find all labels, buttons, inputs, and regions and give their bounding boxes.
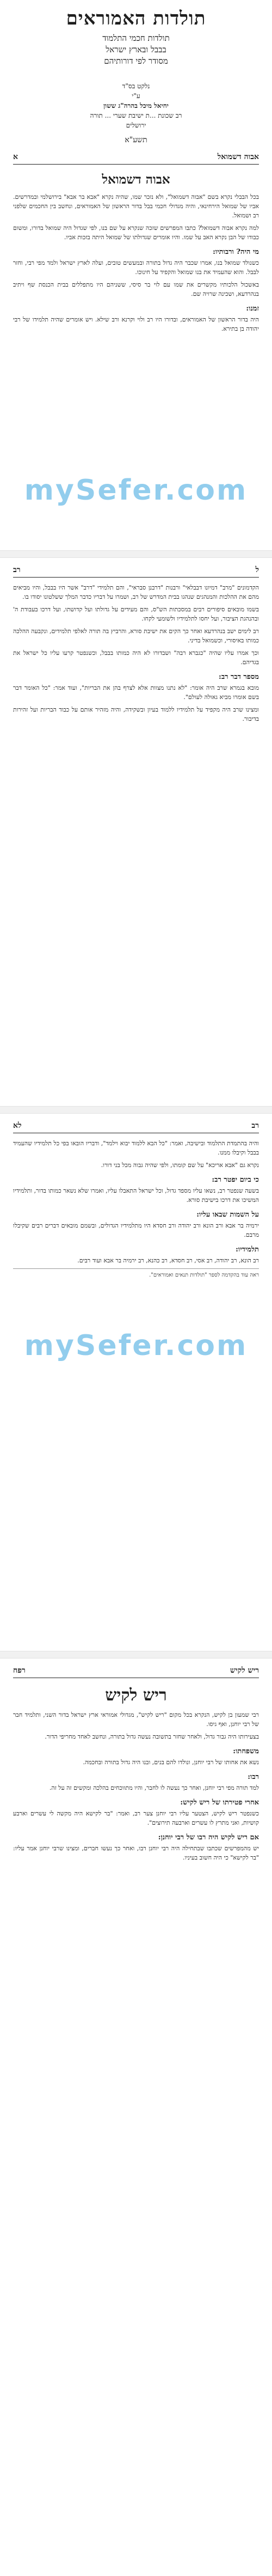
book-title: תולדות האמוראים bbox=[66, 8, 206, 29]
section-heading: כי ביום יפטר רב: bbox=[212, 1176, 259, 1184]
paragraph: למד תורה מפי רבי יוחנן, ואחר כך נעשה לו לחבר, והיו מתווכחים בהלכה ומקשים זה על זה. bbox=[49, 1784, 259, 1791]
section-heading: זמנו: bbox=[246, 305, 259, 313]
page-2 bbox=[0, 558, 272, 1103]
paragraph: בצעירותו היה גבור גדול, ולאחר שחזר בתשובה נעשה גדול בתורה, ונחשב לאחד מחריפי הדור. bbox=[45, 1733, 259, 1740]
running-header bbox=[13, 1664, 259, 1678]
page-number: לא bbox=[13, 1121, 22, 1130]
footnote: ראה עוד בהקדמה לספר "תולדות תנאים ואמוראים". bbox=[13, 1268, 259, 1279]
paragraph: כשנפטר ריש לקיש, הצטער עליו רבי יוחנן צער רב, ואמר: "בר לקישא היה מקשה לי עשרים וארבע קושיות, ואני מתרץ לו עשרים וארבעה תירוצים". bbox=[13, 1810, 259, 1826]
running-header bbox=[13, 563, 259, 578]
paragraph: מובא בגמרא שרב היה אומר: "לא נתנו מצוות אלא לצרף בהן את הבריות", ועוד אמר: "כל האומר דבר בשם אומרו מביא גאולה לעולם". bbox=[13, 684, 259, 701]
section-heading: מספר דבר רב: bbox=[219, 673, 259, 681]
paragraph: ומצינו שרב היה מקפיד על תלמידיו ללמוד בעיון ובשקידה, והיה מזהיר אותם על כבוד הבריות ועל זהירות בדיבור. bbox=[13, 706, 259, 722]
chapter-title: ריש לקיש bbox=[105, 1686, 167, 1705]
section-heading: מי היה? ורבותיו: bbox=[213, 248, 259, 256]
paragraph: נשא את אחותו של רבי יוחנן, ונולדו להם בנים, ובנו היה גדול בתורה ובחכמה. bbox=[83, 1759, 259, 1766]
paragraph: נקרא גם "אבא אריכא" על שם קומתו, ולפי שהיה גבוה מכל בני דורו. bbox=[101, 1162, 259, 1169]
paragraph: ירמיה בר אבא ורב הונא ורב יהודה ורב חסדא היו מתלמידיו הגדולים, ובשמם מובאים דברים רבים שקיבלו מרבם. bbox=[13, 1222, 259, 1238]
page-divider bbox=[0, 550, 272, 558]
book-subtitle-2: בבבל ובארץ ישראל bbox=[106, 45, 166, 54]
author-line-3: יחיאל מיכל בהרה"ג ששון bbox=[103, 102, 169, 110]
paragraph: רב לימים ישב בנהרדעא ואחר כך הקים את ישיבת סורא, והרביץ בה תורה לאלפי תלמידים, ונקבעה ההלכה כמותו באיסורי, וכשמואל בדיני. bbox=[13, 628, 259, 644]
page-divider bbox=[0, 1651, 272, 1658]
author-line-5: ירושלים bbox=[126, 121, 146, 129]
section-heading: על השמות שבאו עליו: bbox=[196, 1211, 259, 1219]
page-1 bbox=[0, 0, 272, 550]
author-line-1: נלקט בס"ד bbox=[122, 82, 150, 90]
paragraph: בשעה שנפטר רב, נשאו עליו מספד גדול, וכל ישראל התאבלו עליו, ואמרו שלא נשאר כמותו בדור, ותלמידיו המשיכו את דרכו בישיבת סורא. bbox=[13, 1187, 259, 1204]
paragraph: כשנולד שמואל בנו, אמרו שכבר היה גדול בתורה ובמעשים טובים, ועלה לארץ ישראל ולמד מפי רבי, וחזר לבבל. והוא שהעמיד את בנו שמואל והקפיד על חינוכו. bbox=[13, 259, 259, 276]
page-divider bbox=[0, 1106, 272, 1114]
section-heading: רבו: bbox=[248, 1773, 259, 1781]
watermark-logo: mySefer.com bbox=[24, 474, 248, 507]
paragraph: רב הונא, רב יהודה, רב אסי, רב חסדא, רב כהנא, רב ירמיה בר אבא ועוד רבים. bbox=[77, 1257, 259, 1264]
publication-year: תשע"א bbox=[125, 136, 147, 144]
page-number: רפח bbox=[13, 1666, 26, 1675]
author-line-2: ע"י bbox=[132, 92, 140, 100]
section-heading: תלמידיו: bbox=[236, 1246, 259, 1254]
page-3 bbox=[0, 1114, 272, 1648]
header-title: אבוה דשמואל bbox=[217, 153, 259, 161]
header-title: ריש לקיש bbox=[230, 1666, 259, 1675]
section-heading: אם ריש לקיש היה רבו של רבי יוחנן: bbox=[158, 1833, 259, 1842]
page-4 bbox=[0, 1658, 272, 2574]
paragraph: בשמו מובאים סיפורים רבים במסכתות הש"ס, והם מעידים על גדולתו ועל קדושתו, ועל דרכו בעבודת ה' ובהנהגת הציבור, ועל יחסו לתלמידיו ולשומעי לקחו. bbox=[13, 606, 259, 622]
paragraph: יש מהמפרשים שכתבו שבתחילה היה רבי יוחנן רבו, ואחר כך נעשו חברים, ומצינו שרבי יוחנן אמר עליו: "בר לקישא" כי היה חשוב בעיניו. bbox=[13, 1845, 259, 1861]
header-title: רב bbox=[13, 566, 21, 574]
paragraph: בכל הבבלי נקרא בשם "אבוה דשמואל", ולא נזכר שמו, שהיה נקרא "אבא בר אבא" בירושלמי ובמדרשים. אביו של שמואל הירחינאי, והיה מגדולי חכמי בבל בדור הראשון של האמוראים, ונחשב בין החכמים שלפני רב ושמואל. bbox=[13, 193, 259, 219]
running-header bbox=[13, 150, 259, 165]
running-header bbox=[13, 1119, 259, 1133]
author-line-4: רב שכונת ...ת ישיבת שערי ... תורה bbox=[90, 112, 182, 119]
paragraph: וכך אמרו עליו שהיה "כגברא רבה" ושבדורו לא היה כמותו בבבל, וכשנפטר קרעו עליו כל ישראל את בגדיהם. bbox=[13, 649, 259, 666]
paragraph: באשכול הלכותיו מקשרים את שמו עם לוי בר סיסי, ששניהם היו מתפללים בבית הכנסת שף ויתיב בנהרדעא, ושכינה שרויה שם. bbox=[13, 281, 259, 297]
book-subtitle-3: מסודר לפי דורותיהם bbox=[104, 56, 168, 66]
paragraph: והיה בהתמדת התלמוד ובישיבה, ואמר: "כל הבא ללמוד יבוא וילמד", ודבריו הובאו בפי כל תלמידיו שהעמיד בבבל וקיבלו ממנו. bbox=[13, 1140, 259, 1156]
paragraph: הקדמונים "מרב" דמיונו דבבלאי" ורבנות "דרבנן סבראי", והם תלמידי "דרב" אשר היו בבבל, והיו מביאים מהם את ההלכות והמנהגים שנהגו בבית המדרש של רב, ושמרו על דבריו כדבר המלך ששלטונו יסודו בו. bbox=[13, 584, 259, 600]
section-heading: משפחתו: bbox=[233, 1747, 259, 1755]
page-number: א bbox=[13, 153, 18, 161]
paragraph: למה נקרא אבוה דשמואל? כתבו המפרשים שזכה שנקרא על שם בנו, לפי שגדול היה שמואל בדורו, ומשום כבודו של הבן נקרא האב על שמו. והיו אומרים שגדולתו של שמואל היתה בזכות אביו. bbox=[13, 224, 259, 241]
watermark-logo: mySefer.com bbox=[24, 1329, 248, 1362]
book-subtitle-1: תולדות חכמי התלמוד bbox=[102, 33, 170, 43]
header-title: רב bbox=[251, 1121, 259, 1130]
section-heading: אחרי פטירתו של ריש לקיש: bbox=[180, 1799, 259, 1807]
paragraph: היה בדור הראשון של האמוראים, ובדורו היו רב ולוי וקרנא ורב שילא. ויש אומרים שהיה תלמידו של רבי יהודה בן בתירא. bbox=[13, 316, 259, 332]
chapter-title: אבוה דשמואל bbox=[102, 172, 170, 187]
paragraph: רבי שמעון בן לקיש, הנקרא בכל מקום "ריש לקיש", מגדולי אמוראי ארץ ישראל בדור השני, ותלמיד חבר של רבי יוחנן, ואף גיסו. bbox=[13, 1711, 259, 1728]
page-number: ל bbox=[255, 566, 259, 574]
